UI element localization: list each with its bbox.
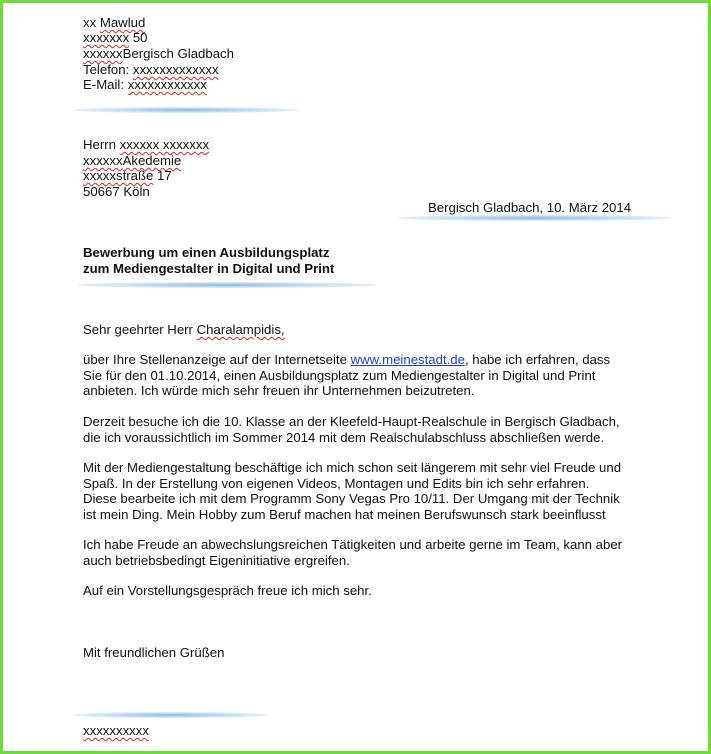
closing-line: Mit freundlichen Grüßen: [83, 645, 225, 660]
paragraph-1-line-3: anbieten. Ich würde mich sehr freuen ihr Unternehmen beizutreten.: [83, 383, 475, 398]
recipient-company-prefix: xxxxxx: [83, 153, 123, 168]
paragraph-1-line-1: [83, 352, 610, 368]
paragraph-3-line-1: Mit der Mediengestaltung beschäftige ich mich schon seit längerem mit sehr viel Freude und: [83, 460, 622, 475]
sender-divider: [73, 107, 298, 113]
paragraph-2-line-2: die ich voraussichtlich im Sommer 2014 mit dem Realschulabschluss abschließen werde.: [83, 430, 605, 445]
recipient-street-number: 17: [157, 168, 172, 183]
greeting-name: Charalampidis,: [196, 322, 285, 337]
sender-city-line: [83, 46, 234, 62]
paragraph-3-line-2: Spaß. In der Erstellung von eigenen Videos, Montagen und Edits bin ich sehr erfahren.: [83, 476, 590, 491]
signature: xxxxxxxxxx: [83, 723, 149, 738]
date-line: Bergisch Gladbach, 10. März 2014: [428, 200, 632, 215]
paragraph-5: Auf ein Vorstellungsgespräch freue ich mich sehr.: [83, 583, 372, 598]
recipient-company: Akedemie: [122, 153, 182, 168]
sender-street-line: [83, 30, 148, 46]
sender-email: xxxxxxxxxxxx: [127, 77, 207, 92]
sender-city: Bergisch Gladbach: [122, 46, 234, 61]
recipient-street-line: [83, 168, 172, 184]
sender-phone: xxxxxxxxxxxxx: [132, 62, 219, 77]
recipient-street: xxxxxstraße: [83, 168, 154, 183]
sender-street: xxxxxxx: [83, 30, 130, 45]
greeting-line: [83, 322, 285, 338]
sender-email-line: [83, 77, 207, 93]
sender-email-label: E-Mail:: [83, 77, 125, 92]
signature-line: [83, 723, 149, 739]
date-divider: [398, 215, 673, 221]
sender-phone-line: [83, 62, 219, 78]
subject-line-1: Bewerbung um einen Ausbildungsplatz: [83, 245, 330, 260]
greeting-prefix: Sehr geehrter Herr: [83, 322, 193, 337]
paragraph-3-line-3: Diese bearbeite ich mit dem Programm Sony Vegas Pro 10/11. Der Umgang mit der Technik: [83, 491, 620, 506]
website-link[interactable]: www.meinestadt.de: [350, 352, 465, 367]
subject-divider: [77, 282, 377, 288]
paragraph-4-line-2: auch betriebsbedingt Eigeninitiative ergreifen.: [83, 553, 350, 568]
sender-city-prefix: xxxxxx: [83, 46, 123, 61]
recipient-city-line: 50667 Köln: [83, 184, 150, 199]
sender-name: Mawlud: [99, 15, 146, 30]
recipient-name-line: [83, 137, 209, 153]
recipient-salutation: Herrn: [83, 137, 116, 152]
paragraph-4-line-1: Ich habe Freude an abwechslungsreichen Tätigkeiten und arbeite gerne im Team, kann aber: [83, 537, 623, 552]
recipient-company-line: [83, 153, 181, 169]
signature-divider: [73, 712, 268, 718]
paragraph-3-line-4: ist mein Ding. Mein Hobby zum Beruf machen hat meinen Berufswunsch stark beeinflusst: [83, 507, 606, 522]
p1-text-before-link: über Ihre Stellenanzeige auf der Internetseite: [83, 352, 347, 367]
p1-text-after-link: , habe ich erfahren, dass: [464, 352, 611, 367]
sender-name-prefix: xx: [83, 15, 97, 30]
sender-street-number: 50: [132, 30, 148, 45]
paragraph-2-line-1: Derzeit besuche ich die 10. Klasse an der Kleefeld-Haupt-Realschule in Bergisch Gladbach,: [83, 414, 620, 429]
sender-name-line: [83, 15, 145, 31]
recipient-name: xxxxxx xxxxxxx: [119, 137, 210, 152]
subject-line-2: zum Mediengestalter in Digital und Print: [83, 261, 335, 276]
sender-phone-label: Telefon:: [83, 62, 130, 77]
paragraph-1-line-2: Sie für den 01.10.2014, einen Ausbildungsplatz zum Mediengestalter in Digital und Print: [83, 368, 596, 383]
